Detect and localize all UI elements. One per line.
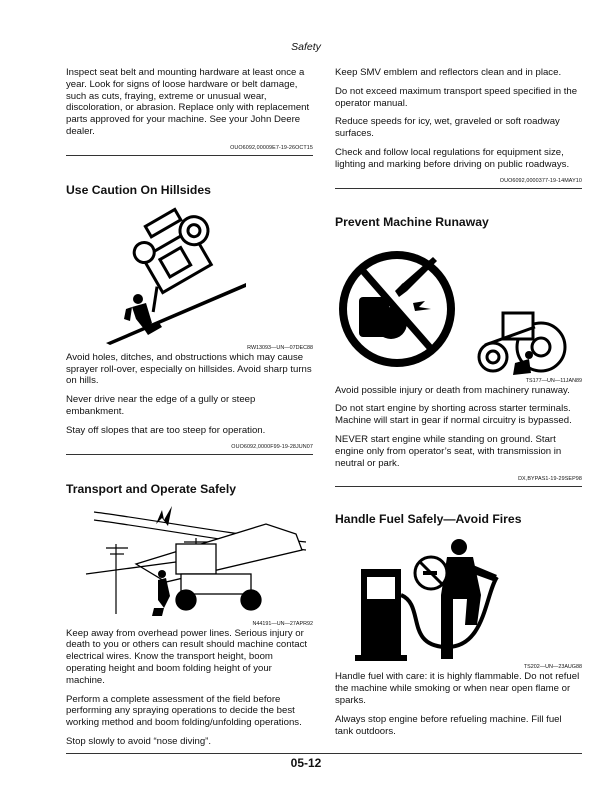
section-title-hillsides: Use Caution On Hillsides [66,182,211,197]
runaway-paragraph-3: NEVER start engine while standing on ground. Start engine only from operator’s seat, with transmission in neutral or park. [335,433,562,469]
reference-code: OUO6092,0000F99-19-28JUN07 [231,443,313,450]
no-shorting-starter-illustration [335,247,582,379]
section-divider [66,454,313,455]
page-number: 05-12 [290,756,322,770]
section-title-fuel: Handle Fuel Safely—Avoid Fires [335,512,522,527]
runaway-figure [335,247,582,385]
smv-paragraph-4: Check and follow local regulations for equipment size, lighting and marking before driving on public roadways. [335,146,570,170]
hillside-paragraph-1: Avoid holes, ditches, and obstructions which may cause sprayer roll-over, especially on hillsides. Avoid sharp turns on hills. [66,351,312,387]
smv-paragraph-3: Reduce speeds for icy, wet, graveled or soft roadway surfaces. [335,116,560,140]
footer-divider [66,753,582,754]
refueling-no-smoking-illustration [335,535,582,665]
reference-code: OUO6092,0000377-19-14MAY10 [499,177,582,184]
runaway-paragraph-1: Avoid possible injury or death from machinery runaway. [335,384,570,396]
fuel-paragraph-2: Always stop engine before refueling machine. Fill fuel tank outdoors. [335,713,562,737]
transport-paragraph-1: Keep away from overhead power lines. Serious injury or death to you or others can result should machine contact electrical wires. Know the transport height, boom operating height and boom folding height of your machine. [66,627,308,686]
section-title-transport: Transport and Operate Safely [66,481,236,496]
running-header: Safety [291,41,321,53]
seat-belt-paragraph: Inspect seat belt and mounting hardware at least once a year. Look for signs of loose hardware or belt damage, such as cuts, fraying, extreme or unusual wear, discoloration, or abrasion. Replace only with replacement parts approved for your machine. See your John Deere dealer. [66,67,310,137]
right-column [335,67,582,744]
fuel-figure [335,535,582,671]
smv-paragraph-2: Do not exceed maximum transport speed specified in the operator manual. [335,85,578,109]
smv-paragraph-1: Keep SMV emblem and reflectors clean and in place. [335,67,562,78]
fuel-paragraph-1: Handle fuel with care: it is highly flammable. Do not refuel the machine while smoking or when near open flame or sparks. [335,671,580,706]
figure-code: RW13093—UN—07DEC88 [247,344,313,351]
transport-paragraph-2: Perform a complete assessment of the field before performing any spraying operations to decide the best working method and boom folding/unfolding operations. [66,693,302,729]
section-divider [335,486,582,487]
reference-code: OUO6092,00009E7-19-26OCT15 [230,144,313,151]
runaway-paragraph-2: Do not start engine by shorting across starter terminals. Machine will start in gear if normal circuitry is bypassed. [335,403,572,427]
left-column [66,67,313,755]
section-divider [335,188,582,189]
transport-paragraph-3: Stop slowly to avoid “nose diving”. [66,735,212,747]
power-line-figure [66,504,313,628]
reference-code: DX,BYPAS1-19-29SEP98 [518,476,582,483]
section-divider [66,155,313,156]
tractor-rollover-illustration [66,203,313,345]
figure-code: N44191—UN—27APR92 [252,620,313,627]
hillside-paragraph-2: Never drive near the edge of a gully or steep embankment. [66,394,256,417]
figure-code: TS202—UN—23AUG88 [523,664,582,671]
sprayer-power-line-illustration [66,504,313,622]
figure-code: TS177—UN—11JAN89 [525,377,582,384]
hillside-paragraph-3: Stay off slopes that are too steep for operation. [66,424,266,436]
section-title-runaway: Prevent Machine Runaway [335,214,489,229]
hillside-rollover-figure [66,203,313,352]
